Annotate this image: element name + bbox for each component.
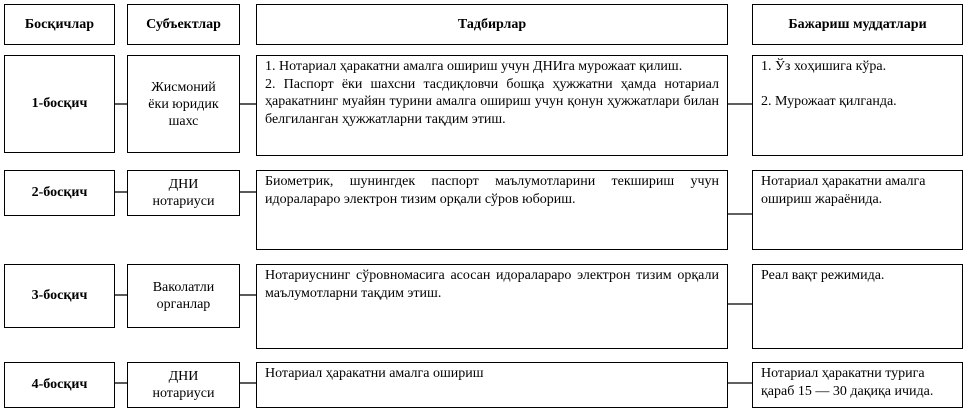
stage-label-4: 4-босқич [31,377,88,392]
subject-box-2 [127,170,240,216]
header-actions-label: Тадбирлар [457,16,527,32]
stage-box-4 [4,362,115,408]
action-box-3 [256,264,728,349]
deadline-box-4 [752,362,963,408]
action-text-1-2: 2. Паспорт ёки шахсни тасдиқловчи бошқа ҳужжатни ҳамда нотариал ҳаракатнинг муайян турини амалга ошириш учун қонун ҳужжатлари билан белгиланган ҳужжатларни тақдим этиш. [265,76,719,127]
header-deadlines-label: Бажариш муддатлари [788,16,927,32]
header-subjects-label: Субъектлар [146,16,221,32]
deadline-text-1-2: 2. Мурожаат қилганда. [761,93,897,109]
header-subjects [127,4,240,45]
header-stages-label: Босқичлар [24,16,95,32]
header-deadlines [752,4,963,45]
deadline-box-3 [752,264,963,349]
deadline-box-1 [752,55,963,156]
action-box-2 [256,170,728,250]
deadline-text-4-1: Нотариал ҳаракатни турига қараб 15 — 30 дақиқа ичида. [761,366,934,399]
action-text-2-1: Биометрик, шунингдек паспорт маълумотларини текшириш учун идоралараро электрон тизим орқали сўров юбориш. [265,174,719,207]
subject-box-1 [127,55,240,153]
subject-label-3: Ваколатли органлар [152,280,215,312]
stage-label-2: 2-босқич [31,185,88,200]
stage-box-2 [4,170,115,216]
subject-label-2: ДНИ нотариуси [152,177,215,209]
deadline-text-2-1: Нотариал ҳаракатни амалга ошириш жараёнида. [761,174,926,207]
subject-label-4: ДНИ нотариуси [152,369,215,401]
deadline-text-3-1: Реал вақт режимида. [761,268,885,283]
subject-box-4 [127,362,240,408]
action-text-3-1: Нотариуснинг сўровномасига асосан идоралараро электрон тизим орқали маълумотларни тақдим этиш. [265,268,719,301]
action-text-4-1: Нотариал ҳаракатни амалга ошириш [265,366,484,381]
action-box-4 [256,362,728,408]
action-box-1 [256,55,728,156]
stage-box-3 [4,264,115,328]
stage-box-1 [4,55,115,153]
stage-label-1: 1-босқич [31,96,88,111]
header-stages [4,4,115,45]
subject-box-3 [127,264,240,328]
subject-label-1: Жисмоний ёки юридик шахс [148,79,219,129]
header-actions [256,4,728,45]
deadline-text-1-1: 1. Ўз хоҳишига кўра. [761,59,887,74]
stage-label-3: 3-босқич [31,288,88,303]
deadline-box-2 [752,170,963,250]
action-text-1-1: 1. Нотариал ҳаракатни амалга ошириш учун ДНИга мурожаат қилиш. [265,59,683,74]
